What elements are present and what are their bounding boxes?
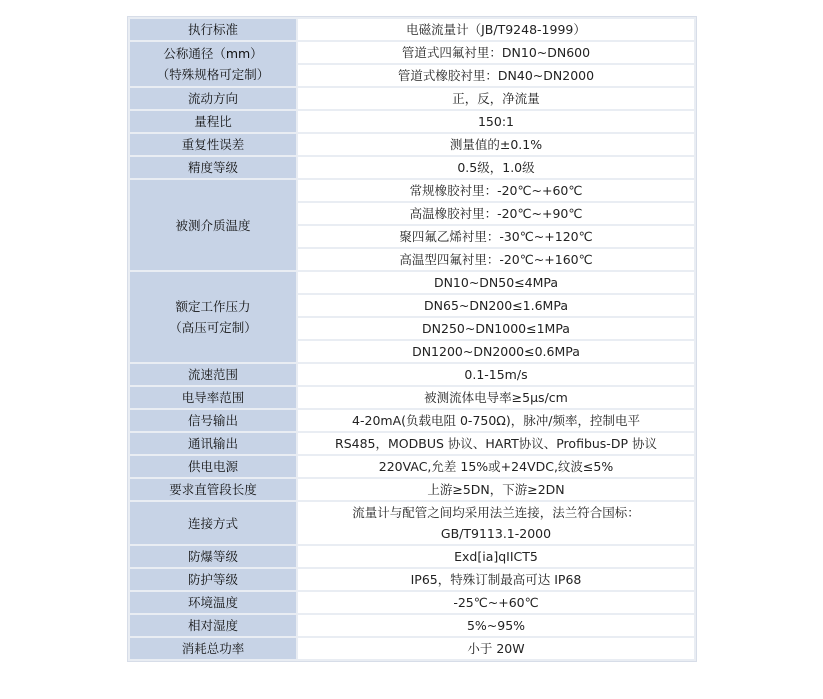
spec-value: DN65~DN200≤1.6MPa bbox=[298, 295, 694, 316]
spec-label bbox=[130, 592, 296, 613]
spec-value: 被测流体电导率≥5μs/cm bbox=[298, 387, 694, 408]
table-row bbox=[130, 111, 694, 132]
spec-value: 4-20mA(负载电阻 0-750Ω)，脉冲/频率，控制电平 bbox=[298, 410, 694, 431]
spec-label-line: 消耗总功率 bbox=[181, 641, 245, 656]
spec-label-line: 执行标准 bbox=[187, 22, 238, 37]
spec-value: 电磁流量计（JB/T9248-1999） bbox=[298, 19, 694, 40]
spec-label-line: 供电电源 bbox=[187, 459, 238, 474]
spec-label-line: （高压可定制） bbox=[169, 320, 257, 335]
table-row bbox=[130, 638, 694, 659]
spec-label bbox=[130, 88, 296, 109]
spec-value: DN250~DN1000≤1MPa bbox=[298, 318, 694, 339]
spec-label-line: 防护等级 bbox=[187, 572, 238, 587]
spec-label-line: 流动方向 bbox=[187, 91, 238, 106]
spec-label bbox=[130, 42, 296, 86]
spec-label-line: 要求直管段长度 bbox=[169, 482, 257, 497]
spec-label-line: 额定工作压力 bbox=[175, 299, 251, 314]
spec-label-line: 电导率范围 bbox=[181, 390, 245, 405]
table-row bbox=[130, 410, 694, 431]
table-row bbox=[130, 456, 694, 477]
spec-label-line: 防爆等级 bbox=[187, 549, 238, 564]
spec-table bbox=[127, 16, 697, 662]
spec-label bbox=[130, 134, 296, 155]
spec-value: 上游≥5DN，下游≥2DN bbox=[298, 479, 694, 500]
spec-value: 高温型四氟衬里：-20℃~+160℃ bbox=[298, 249, 694, 270]
spec-value bbox=[298, 502, 694, 544]
table-row bbox=[130, 433, 694, 454]
spec-value-line: 流量计与配管之间均采用法兰连接，法兰符合国标： bbox=[352, 505, 640, 520]
spec-value-line: GB/T9113.1-2000 bbox=[440, 526, 552, 541]
spec-label-line: 流速范围 bbox=[187, 367, 238, 382]
spec-value: 0.5级，1.0级 bbox=[298, 157, 694, 178]
table-row bbox=[130, 180, 694, 201]
spec-label-line: 重复性误差 bbox=[181, 137, 245, 152]
table-row bbox=[130, 615, 694, 636]
spec-label-line: 被测介质温度 bbox=[175, 217, 251, 233]
spec-value: -25℃~+60℃ bbox=[298, 592, 694, 613]
spec-value: 管道式四氟衬里：DN10~DN600 bbox=[298, 42, 694, 63]
spec-value: 测量值的±0.1% bbox=[298, 134, 694, 155]
spec-label bbox=[130, 502, 296, 544]
spec-label-line: 环境温度 bbox=[187, 595, 238, 610]
table-row bbox=[130, 364, 694, 385]
spec-label-line: 通讯输出 bbox=[187, 436, 238, 451]
spec-label-line: 精度等级 bbox=[187, 160, 238, 175]
spec-value: 小于 20W bbox=[298, 638, 694, 659]
spec-value: 常规橡胶衬里：-20℃~+60℃ bbox=[298, 180, 694, 201]
spec-label-line: （特殊规格可定制） bbox=[156, 67, 270, 82]
spec-label-line: 相对湿度 bbox=[187, 618, 238, 633]
spec-label bbox=[130, 569, 296, 590]
spec-label bbox=[130, 615, 296, 636]
spec-label bbox=[130, 19, 296, 40]
spec-value: 220VAC,允差 15%或+24VDC,纹波≤5% bbox=[298, 456, 694, 477]
spec-label bbox=[130, 410, 296, 431]
spec-label bbox=[130, 272, 296, 362]
spec-value: 聚四氟乙烯衬里：-30℃~+120℃ bbox=[298, 226, 694, 247]
table-row bbox=[130, 569, 694, 590]
table-row bbox=[130, 134, 694, 155]
table-row bbox=[130, 479, 694, 500]
table-row bbox=[130, 42, 694, 63]
spec-label-line: 连接方式 bbox=[187, 515, 238, 531]
table-row bbox=[130, 387, 694, 408]
spec-label bbox=[130, 387, 296, 408]
table-row bbox=[130, 272, 694, 293]
spec-label bbox=[130, 364, 296, 385]
spec-value: DN1200~DN2000≤0.6MPa bbox=[298, 341, 694, 362]
spec-label-line: 公称通径（mm） bbox=[163, 46, 263, 61]
spec-value: 150:1 bbox=[298, 111, 694, 132]
spec-label bbox=[130, 546, 296, 567]
table-row bbox=[130, 502, 694, 544]
spec-label-line: 信号输出 bbox=[187, 413, 238, 428]
spec-value: 0.1-15m/s bbox=[298, 364, 694, 385]
spec-label bbox=[130, 180, 296, 270]
spec-label-line: 量程比 bbox=[194, 114, 232, 129]
spec-table-body bbox=[130, 19, 694, 659]
spec-value: 高温橡胶衬里：-20℃~+90℃ bbox=[298, 203, 694, 224]
table-row bbox=[130, 157, 694, 178]
table-row bbox=[130, 88, 694, 109]
spec-label bbox=[130, 433, 296, 454]
spec-value: 管道式橡胶衬里：DN40~DN2000 bbox=[298, 65, 694, 86]
spec-value: DN10~DN50≤4MPa bbox=[298, 272, 694, 293]
spec-label bbox=[130, 638, 296, 659]
spec-label bbox=[130, 111, 296, 132]
spec-value: IP65，特殊订制最高可达 IP68 bbox=[298, 569, 694, 590]
spec-value: 正，反，净流量 bbox=[298, 88, 694, 109]
spec-label bbox=[130, 157, 296, 178]
spec-value: RS485，MODBUS 协议、HART协议、Profibus-DP 协议 bbox=[298, 433, 694, 454]
spec-value: Exd[ia]qIICT5 bbox=[298, 546, 694, 567]
table-row bbox=[130, 19, 694, 40]
table-row bbox=[130, 592, 694, 613]
spec-label bbox=[130, 479, 296, 500]
spec-value: 5%~95% bbox=[298, 615, 694, 636]
spec-label bbox=[130, 456, 296, 477]
table-row bbox=[130, 546, 694, 567]
